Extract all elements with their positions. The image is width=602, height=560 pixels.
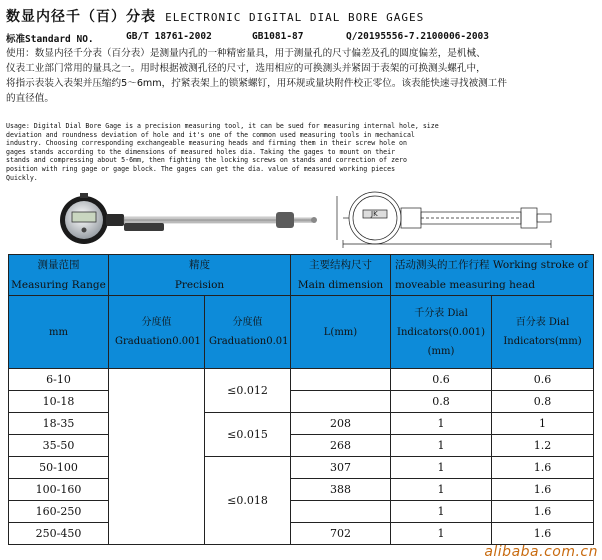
- header-precision-cn: 精度: [189, 259, 210, 271]
- header-stroke: [391, 255, 594, 296]
- cell-dial-001: 1: [391, 523, 492, 545]
- desc-line: 使用：数显内径千分表（百分表）是测量内孔的一种精密量具，用于测量孔的尺寸偏差及孔的圆度偏差，是机械、: [6, 48, 486, 59]
- cell-l: 388: [291, 479, 391, 501]
- cell-range: 6-10: [9, 369, 109, 391]
- subheader-grad-01: 分度值 Graduation0.01: [205, 296, 291, 369]
- cell-dial-001: 1: [391, 501, 492, 523]
- cell-l: 307: [291, 457, 391, 479]
- spec-table: [8, 254, 594, 545]
- gauge-photo: [40, 190, 320, 248]
- description-chinese: [6, 46, 596, 106]
- table-row: [9, 457, 594, 479]
- header-stroke-text: 活动测头的工作行程 Working stroke of moveable measuring head: [395, 259, 588, 291]
- standard-label: 标准Standard NO.: [6, 34, 94, 45]
- cell-range: 35-50: [9, 435, 109, 457]
- table-row: [9, 501, 594, 523]
- table-row: [9, 413, 594, 435]
- desc-line: 将指示表装入表架并压缩约5～6mm，拧紧表架上的锁紧螺钉，用环规或量块附件校正零位。该表能快速寻找被测工件: [6, 78, 507, 89]
- header-range-en: Measuring Range: [11, 279, 106, 291]
- cell-precision: ≤0.015: [205, 413, 291, 457]
- header-dimension-cn: 主要结构尺寸: [309, 259, 372, 271]
- cell-dial-mm: 1: [492, 413, 594, 435]
- cell-dial-001: 1: [391, 457, 492, 479]
- usage-english: [6, 122, 596, 182]
- cell-dial-mm: 0.6: [492, 369, 594, 391]
- standard-gb: GB1081-87: [252, 31, 304, 42]
- header-range: [9, 255, 109, 296]
- cell-dial-mm: 1.6: [492, 479, 594, 501]
- cell-range: 160-250: [9, 501, 109, 523]
- cell-range: 250-450: [9, 523, 109, 545]
- table-header-row: [9, 255, 594, 296]
- cell-l: 268: [291, 435, 391, 457]
- title-english: ELECTRONIC DIGITAL DIAL BORE GAGES: [165, 11, 425, 24]
- standard-q: Q/20195556-7.2100006-2003: [346, 31, 489, 42]
- subheader-mm: mm: [9, 296, 109, 369]
- subheader-grad-001: 分度值 Graduation0.001: [109, 296, 205, 369]
- usage-line: Usage: Digital Dial Bore Gage is a precision measuring tool, it can be sued for measuring internal hole, size: [6, 122, 439, 130]
- desc-line: 仪表工业部门常用的量具之一。用时根据被测孔径的尺寸，选用相应的可换测头并紧固于表架的可换测头螺孔中，: [6, 63, 486, 74]
- cell-l: [291, 391, 391, 413]
- cell-l: 702: [291, 523, 391, 545]
- cell-dial-mm: 1.2: [492, 435, 594, 457]
- table-subheader-row: [9, 296, 594, 369]
- standard-gbt: GB/T 18761-2002: [126, 31, 212, 42]
- cell-precision: ≤0.018: [205, 457, 291, 545]
- header-dimension-en: Main dimension: [297, 279, 384, 291]
- subheader-dial-001: 千分表 Dial Indicators(0.001)(mm): [391, 296, 492, 369]
- cell-dial-001: 1: [391, 413, 492, 435]
- usage-line: position with ring gage or gage block. The gages can get the dia. value of measured working pieces: [6, 164, 396, 173]
- title-chinese: 数显内径千（百）分表: [6, 9, 156, 25]
- cell-dial-001: 0.6: [391, 369, 492, 391]
- subheader-dial-mm: 百分表 Dial Indicators(mm): [492, 296, 594, 369]
- desc-line: 的直径值。: [6, 93, 54, 104]
- table-row: [9, 369, 594, 391]
- usage-line: stands and compressing about 5-6mm, then fighting the locking screws on stands and correction of zero: [6, 156, 407, 165]
- watermark-text: alibaba.com.cn: [484, 544, 598, 560]
- cell-range: 18-35: [9, 413, 109, 435]
- cell-l: 208: [291, 413, 391, 435]
- cell-precision: ≤0.012: [205, 369, 291, 413]
- header-precision-en: Precision: [174, 279, 225, 291]
- table-row: [9, 435, 594, 457]
- cell-dial-mm: 1.6: [492, 523, 594, 545]
- usage-line: industry. Choosing corresponding exchangeable measuring heads and firming them in their screw hole on: [6, 139, 407, 148]
- cell-range: 100-160: [9, 479, 109, 501]
- usage-line: deviation and roundness deviation of hole and it's one of the common used measuring tools in mechanical: [6, 130, 415, 139]
- drawing-label: JK: [371, 210, 378, 218]
- cell-l: [291, 501, 391, 523]
- gauge-technical-drawing: [335, 186, 560, 250]
- cell-dial-001: 0.8: [391, 391, 492, 413]
- usage-line: Quickly.: [6, 173, 38, 182]
- table-row: [9, 479, 594, 501]
- header-dimension: [291, 255, 391, 296]
- usage-line: gages stands according to the dimensions of measured holes dia. Taking the gages to mount on their: [6, 147, 396, 156]
- cell-dial-mm: 1.6: [492, 501, 594, 523]
- table-row: [9, 391, 594, 413]
- subheader-lmm: L(mm): [291, 296, 391, 369]
- page-title: [6, 6, 596, 28]
- cell-grad-001: [109, 369, 205, 545]
- cell-dial-mm: 0.8: [492, 391, 594, 413]
- table-row: [9, 523, 594, 545]
- cell-range: 10-18: [9, 391, 109, 413]
- cell-l: [291, 369, 391, 391]
- cell-dial-mm: 1.6: [492, 457, 594, 479]
- header-range-cn: 测量范围: [37, 259, 80, 271]
- standards-line: [6, 31, 598, 45]
- cell-dial-001: 1: [391, 479, 492, 501]
- header-precision: [109, 255, 291, 296]
- cell-range: 50-100: [9, 457, 109, 479]
- cell-dial-001: 1: [391, 435, 492, 457]
